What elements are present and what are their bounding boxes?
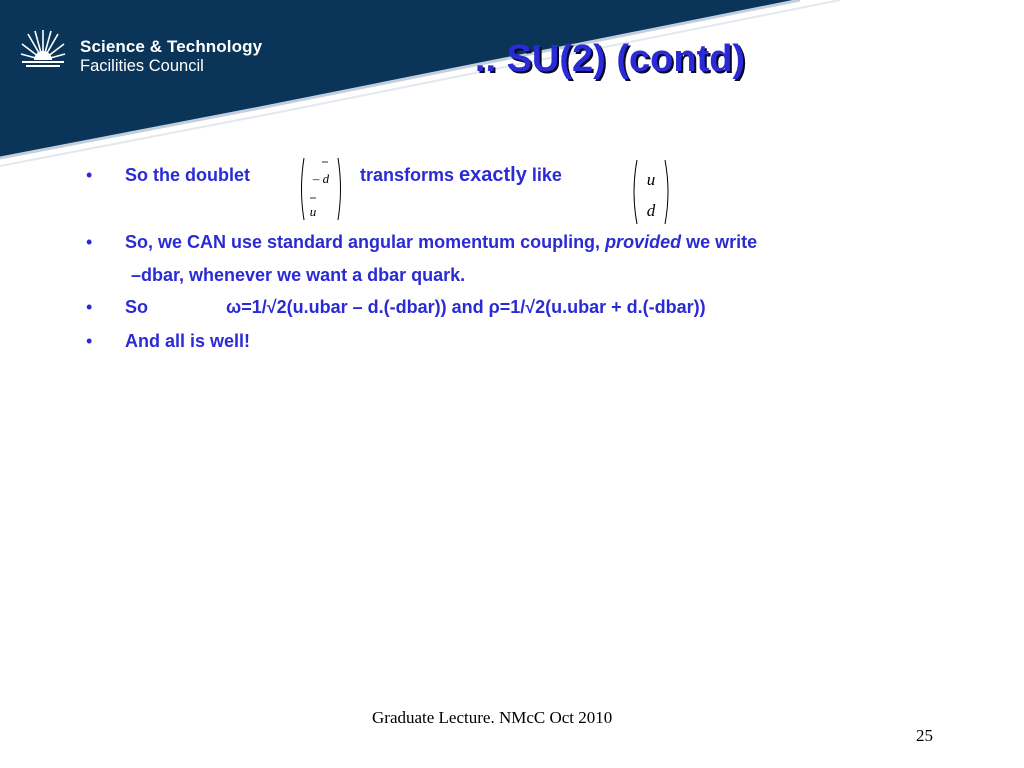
- bullet-marker: •: [86, 165, 93, 185]
- matrix1-top: – d: [312, 171, 330, 186]
- bullet-1-transforms: transforms: [360, 165, 460, 185]
- page-number: 25: [916, 726, 933, 745]
- matrix2-top: u: [646, 170, 656, 189]
- bullet-1-text-b: [360, 164, 562, 186]
- bullet-1-exactly: exactly: [459, 164, 527, 186]
- bullet-2-continuation: –dbar, whenever we want a dbar quark.: [131, 265, 466, 285]
- bullet-1-text-a: So the doublet: [125, 165, 250, 185]
- bullet-2-provided: provided: [605, 232, 682, 252]
- doublet-matrix-antiquark: [298, 156, 344, 222]
- matrix2-bottom: d: [646, 201, 656, 220]
- slide-footer: Graduate Lecture. NMcC Oct 2010: [372, 708, 613, 727]
- logo-org-subname: Facilities Council: [80, 57, 204, 75]
- bullet-marker: •: [86, 297, 93, 317]
- bullet-1-like: like: [526, 165, 562, 185]
- bullet-2-we-write: we write: [681, 232, 758, 252]
- bullet-3-label: So: [125, 297, 149, 317]
- matrix1-bottom: u: [309, 204, 317, 219]
- bullet-4-text: And all is well!: [125, 331, 251, 351]
- logo-org-name: Science & Technology: [80, 37, 263, 56]
- slide-title: .. SU(2) (contd): [474, 38, 746, 80]
- bullet-3-formula: ω=1/√2(u.ubar – d.(-dbar)) and ρ=1/√2(u.ubar + d.(-dbar)): [226, 297, 706, 317]
- bullet-2-coupling: So, we CAN use standard angular momentum coupling,: [125, 232, 606, 252]
- bullet-marker: •: [86, 331, 93, 351]
- doublet-matrix-quark: [630, 158, 672, 226]
- bullet-marker: •: [86, 232, 93, 252]
- bullet-2-text: [125, 231, 757, 253]
